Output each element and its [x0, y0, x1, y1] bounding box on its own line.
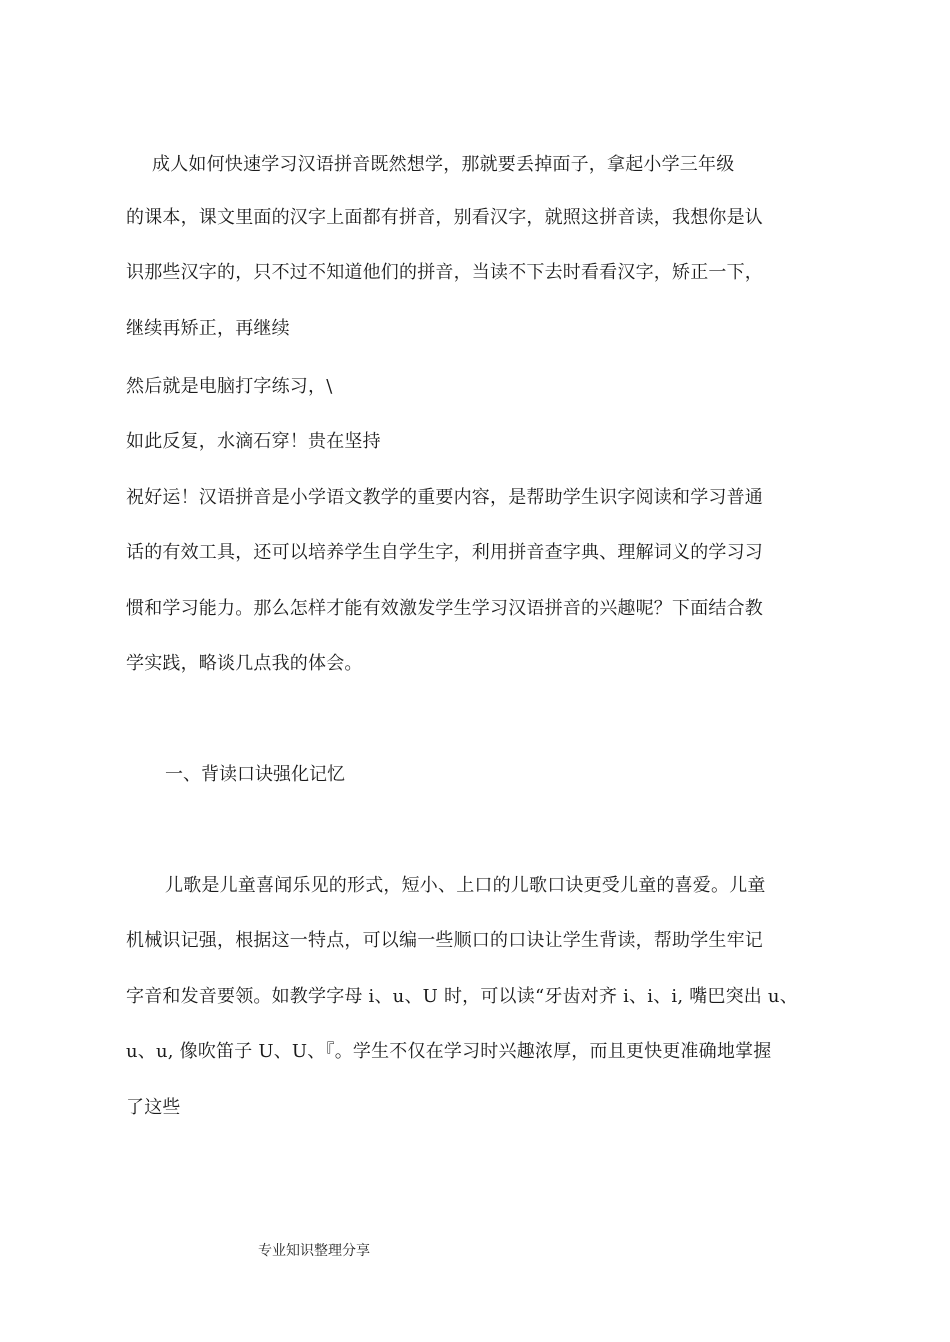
paragraph-1-line-4: 继续再矫正，再继续 — [126, 318, 290, 339]
paragraph-3-line-3: 字音和发音要领。如教学字母 i、u、U 时，可以读“牙齿对齐 i、i、i, 嘴巴突出 u、 — [126, 986, 798, 1007]
repeat-line: 如此反复，水滴石穿！贵在坚持 — [126, 431, 381, 452]
paragraph-1-line-3: 识那些汉字的，只不过不知道他们的拼音，当读不下去时看看汉字，矫正一下， — [126, 262, 763, 283]
paragraph-2-line-1: 祝好运！汉语拼音是小学语文教学的重要内容，是帮助学生识字阅读和学习普通 — [126, 487, 763, 508]
paragraph-1-line-1: 成人如何快速学习汉语拼音既然想学，那就要丢掉面子，拿起小学三年级 — [152, 154, 735, 175]
section-1-heading: 一、背读口诀强化记忆 — [165, 764, 345, 785]
paragraph-3-line-4: u、u, 像吹笛子 U、U、『。学生不仅在学习时兴趣浓厚，而且更快更准确地掌握 — [126, 1041, 772, 1062]
paragraph-2-line-2: 话的有效工具，还可以培养学生自学生字，利用拼音查字典、理解词义的学习习 — [126, 542, 763, 563]
paragraph-1-line-2: 的课本，课文里面的汉字上面都有拼音，别看汉字，就照这拼音读，我想你是认 — [126, 207, 763, 228]
paragraph-3-line-5: 了这些 — [126, 1097, 181, 1118]
paragraph-2-line-3: 惯和学习能力。那么怎样才能有效激发学生学习汉语拼音的兴趣呢？下面结合教 — [126, 598, 763, 619]
footer-note: 专业知识整理分享 — [258, 1243, 370, 1259]
paragraph-3-line-2: 机械识记强，根据这一特点，可以编一些顺口的口诀让学生背读，帮助学生牢记 — [126, 930, 763, 951]
paragraph-3-line-1: 儿歌是儿童喜闻乐见的形式，短小、上口的儿歌口诀更受儿童的喜爱。儿童 — [165, 875, 766, 896]
paragraph-2-line-4: 学实践，略谈几点我的体会。 — [126, 653, 363, 674]
practice-line: 然后就是电脑打字练习，\ — [126, 376, 333, 397]
